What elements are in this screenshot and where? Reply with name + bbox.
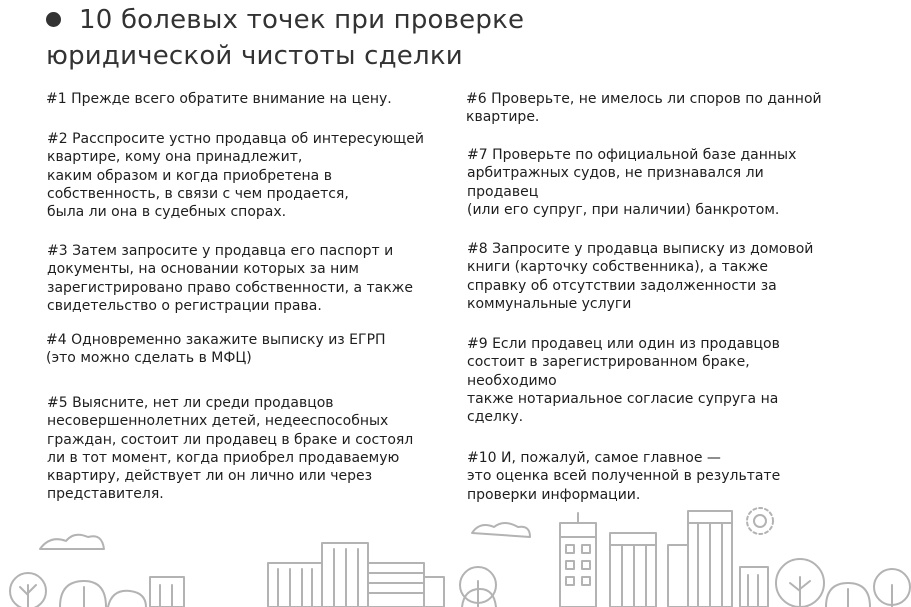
point-5: #5 Выясните, нет ли среди продавцов несовершеннолетних детей, недееспособных граждан, состоит ли продавец в браке и состоял ли в тот момент, когда приобрел продаваемую квартиру, действует ли он лично или через представителя. [47, 395, 414, 503]
point-2: #2 Расспросите устно продавца об интересующей квартире, кому она принадлежит, каким образом и когда приобретена в собственность, в связи с чем продается, была ли она в судебных спорах. [47, 131, 424, 221]
point-8: #8 Запросите у продавца выписку из домовой книги (карточку собственника), а также справку об отсутствии задолженности за коммунальные услуги [467, 241, 814, 312]
point-4: #4 Одновременно закажите выписку из ЕГРП (это можно сделать в МФЦ) [46, 332, 386, 367]
title-line-2: юридической чистоты сделки [46, 41, 463, 71]
point-3: #3 Затем запросите у продавца его паспорт и документы, на основании которых за ним зарегистрировано право собственности, а также свидетельство о регистрации права. [47, 243, 413, 314]
point-9: #9 Если продавец или один из продавцов состоит в зарегистрированном браке, необходимо также нотариальное согласие супруга на сделку. [467, 336, 780, 426]
city-skyline-icon [0, 505, 911, 607]
title-bullet-icon [46, 12, 61, 27]
point-10: #10 И, пожалуй, самое главное — это оценка всей полученной в результате проверки информации. [467, 450, 781, 503]
point-7: #7 Проверьте по официальной базе данных арбитражных судов, не признавался ли продавец (или его супруг, при наличии) банкротом. [467, 147, 797, 218]
point-6: #6 Проверьте, не имелось ли споров по данной квартире. [466, 91, 822, 126]
page-title [46, 2, 524, 74]
title-line-1: 10 болевых точек при проверке [46, 2, 524, 38]
point-1: #1 Прежде всего обратите внимание на цену. [46, 91, 392, 107]
